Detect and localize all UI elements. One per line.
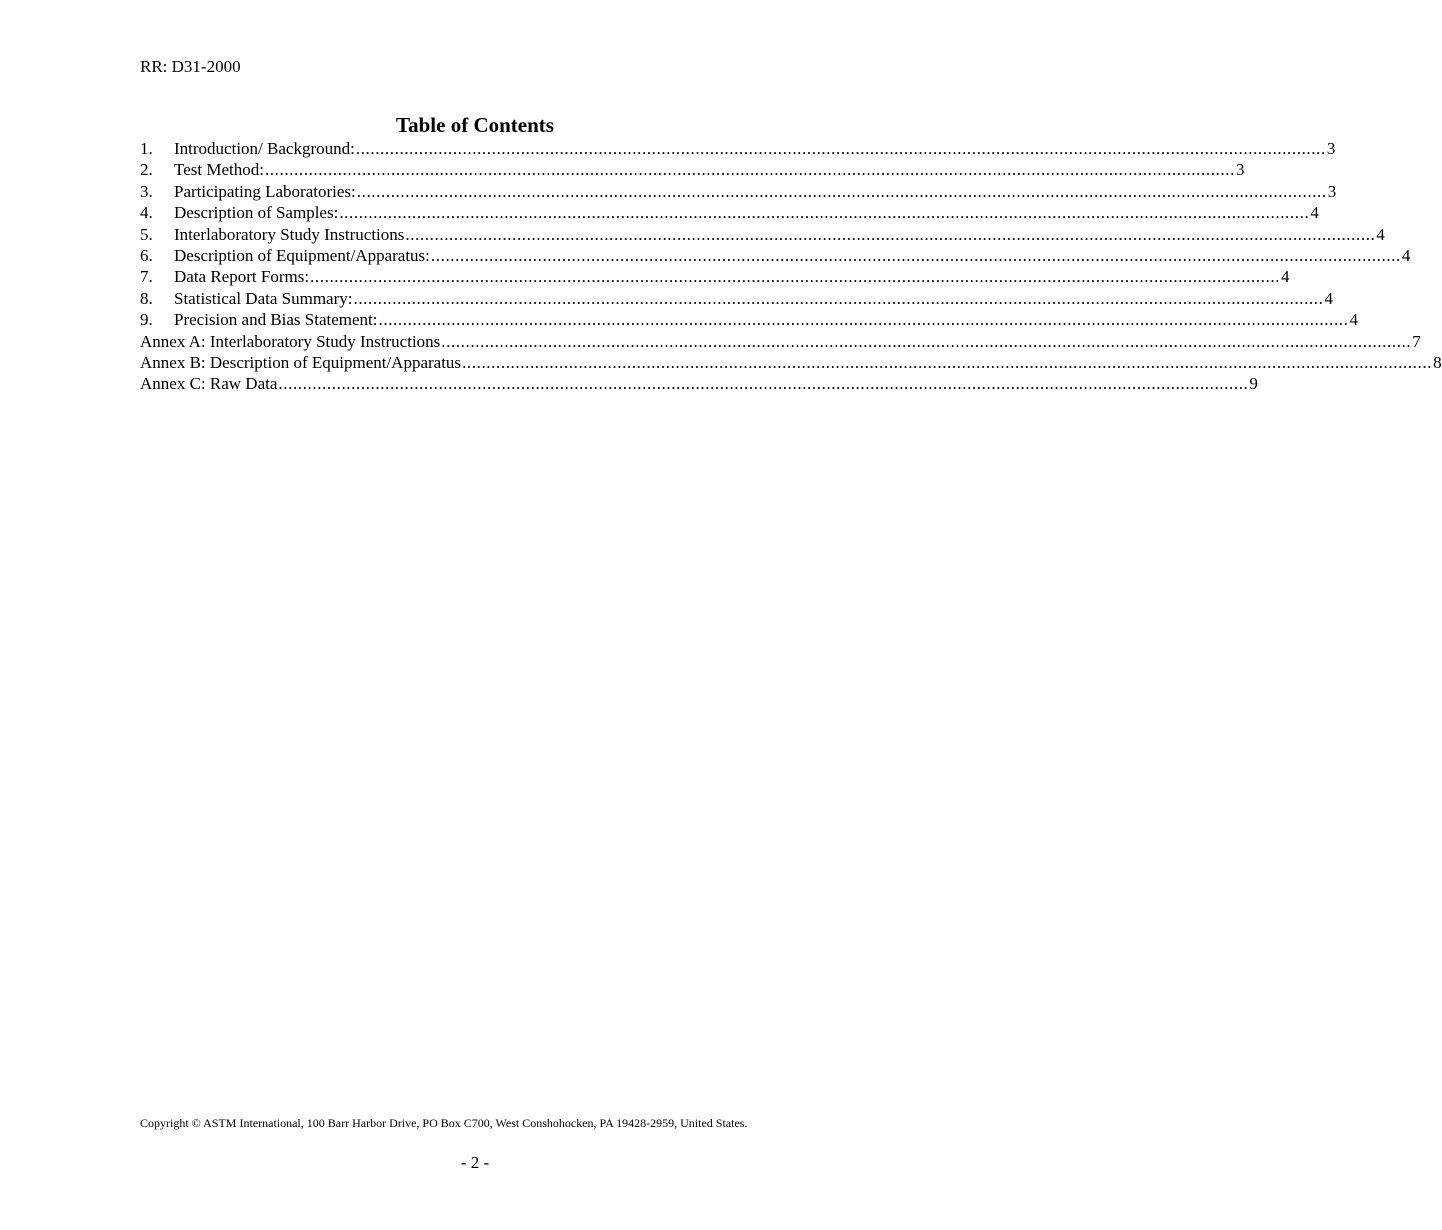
toc-entry-number: 5. [140, 224, 153, 244]
toc-entry[interactable] [140, 181, 1337, 202]
toc-entry-title: Participating Laboratories: [174, 181, 356, 201]
document-code: RR: D31-2000 [140, 57, 241, 76]
toc-annex-entry[interactable] [140, 352, 1442, 373]
toc-entry-page: 4 [1376, 224, 1385, 244]
toc-entry-title: Annex A: Interlaboratory Study Instructions [140, 331, 441, 351]
toc-entry[interactable] [140, 245, 1411, 266]
toc-entry-number: 1. [140, 139, 153, 158]
toc-entry-title: Interlaboratory Study Instructions [174, 224, 405, 244]
toc-entry-title: Precision and Bias Statement: [174, 310, 378, 330]
toc-entry-title: Statistical Data Summary: [174, 288, 353, 308]
toc-entry-page: 4 [1310, 203, 1319, 223]
toc-entry-page: 4 [1401, 245, 1411, 265]
copyright-notice: Copyright © ASTM International, 100 Barr Harbor Drive, PO Box C700, West Conshohocken, PA 19428-2959, United States. [140, 1116, 748, 1130]
toc-title: Table of Contents [396, 113, 554, 137]
dot-leader: ........................................................................................................................................................................................................ [278, 374, 1249, 394]
toc-entry-page: 3 [1235, 160, 1245, 180]
toc-entry-page: 8 [1433, 352, 1442, 372]
toc-entry-page: 7 [1412, 331, 1421, 351]
toc-entry-title: Introduction/ Background: [174, 139, 355, 158]
toc-entry-page: 9 [1249, 374, 1258, 394]
toc-entry-page: 3 [1326, 139, 1336, 158]
toc-entry-page: 3 [1327, 181, 1337, 201]
table-of-contents [140, 138, 1442, 395]
toc-entry-number: 4. [140, 203, 153, 223]
dot-leader: ........................................................................................................................................................................................................ [353, 288, 1324, 308]
dot-leader: ........................................................................................................................................................................................................ [405, 224, 1376, 244]
toc-entry[interactable] [140, 138, 1336, 159]
dot-leader: ........................................................................................................................................................................................................ [310, 267, 1281, 287]
toc-entry-number: 2. [140, 160, 153, 180]
dot-leader: ........................................................................................................................................................................................................ [430, 245, 1401, 265]
toc-entry[interactable] [140, 159, 1245, 180]
toc-entry-title: Data Report Forms: [174, 267, 310, 287]
toc-entry-number: 6. [140, 245, 153, 265]
toc-entry-title: Description of Equipment/Apparatus: [174, 245, 430, 265]
toc-entry-page: 4 [1349, 310, 1358, 330]
dot-leader: ........................................................................................................................................................................................................ [462, 352, 1433, 372]
toc-entry-title: Annex C: Raw Data [140, 374, 278, 394]
dot-leader: ........................................................................................................................................................................................................ [264, 160, 1235, 180]
toc-entry-title: Annex B: Description of Equipment/Apparatus [140, 352, 462, 372]
dot-leader: ........................................................................................................................................................................................................ [355, 139, 1326, 158]
dot-leader: ........................................................................................................................................................................................................ [378, 310, 1349, 330]
toc-entry-page: 4 [1324, 288, 1333, 308]
toc-entry-title: Test Method: [174, 160, 264, 180]
toc-annex-entry[interactable] [140, 373, 1258, 394]
toc-entry-title: Description of Samples: [174, 203, 339, 223]
toc-entry[interactable] [140, 288, 1333, 309]
dot-leader: ........................................................................................................................................................................................................ [339, 203, 1310, 223]
dot-leader: ........................................................................................................................................................................................................ [441, 331, 1412, 351]
page-number: - 2 - [460, 1153, 490, 1172]
toc-entry[interactable] [140, 309, 1358, 330]
toc-entry[interactable] [140, 266, 1290, 287]
toc-entry[interactable] [140, 224, 1385, 245]
toc-annex-entry[interactable] [140, 331, 1421, 352]
toc-entry-page: 4 [1281, 267, 1290, 287]
dot-leader: ........................................................................................................................................................................................................ [356, 181, 1327, 201]
toc-entry-number: 8. [140, 288, 153, 308]
toc-entry-number: 7. [140, 267, 153, 287]
toc-entry-number: 3. [140, 181, 153, 201]
toc-entry[interactable] [140, 202, 1319, 223]
toc-entry-number: 9. [140, 310, 153, 330]
